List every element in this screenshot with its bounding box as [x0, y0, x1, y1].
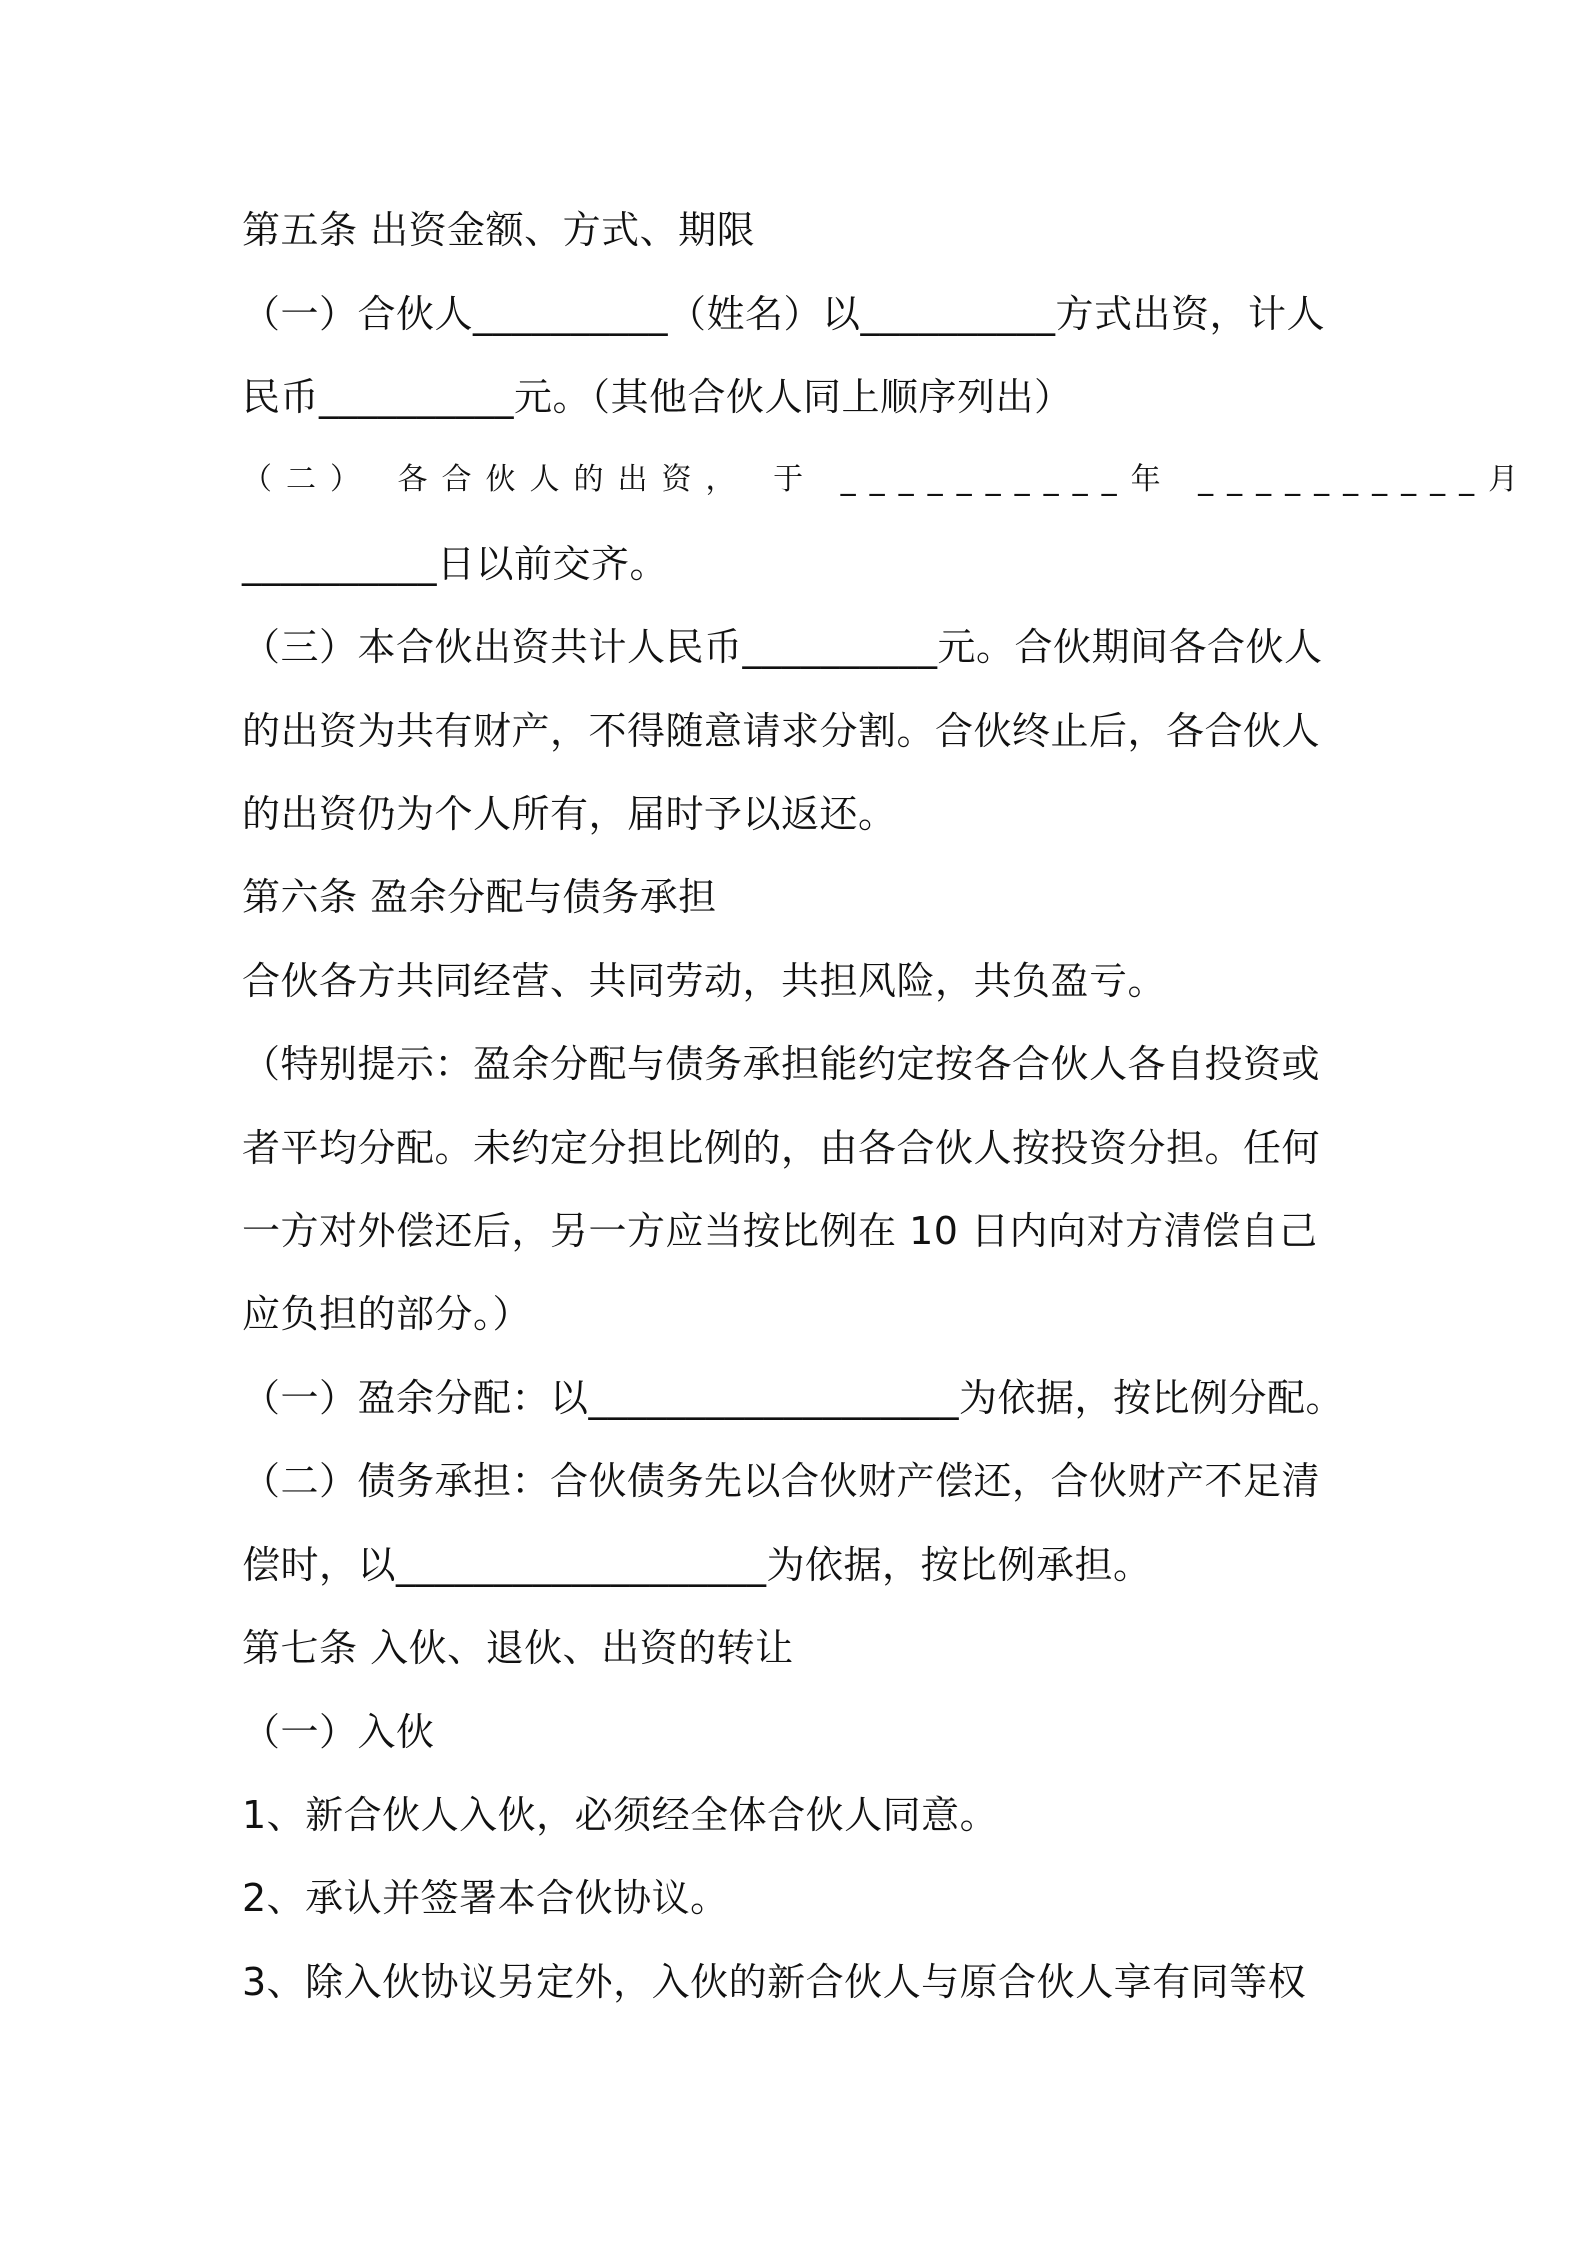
paragraph-line: （特别提示：盈余分配与债务承担能约定按各合伙人各自投资或 — [242, 1042, 1321, 1086]
paragraph-line: 合伙各方共同经营、共同劳动，共担风险，共负盈亏。 — [242, 959, 1167, 1003]
paragraph-line: 的出资仍为个人所有，届时予以返还。 — [242, 792, 897, 836]
paragraph-line: 民币__________元。（其他合伙人同上顺序列出） — [242, 375, 1073, 419]
paragraph-line: （二） 各合伙人的出资， 于 __________年 __________月 — [242, 462, 1533, 497]
paragraph-line: __________日以前交齐。 — [242, 542, 669, 586]
paragraph-line: （一）合伙人__________（姓名）以__________方式出资，计人 — [242, 292, 1326, 336]
list-item: 3、除入伙协议另定外，入伙的新合伙人与原合伙人享有同等权 — [242, 1960, 1307, 2004]
paragraph-line: 一方对外偿还后，另一方应当按比例在 10 日内向对方清偿自己 — [242, 1209, 1318, 1253]
article-5-heading: 第五条 出资金额、方式、期限 — [242, 208, 756, 252]
list-item: 2、承认并签署本合伙协议。 — [242, 1876, 729, 1920]
article-7-heading: 第七条 入伙、退伙、出资的转让 — [242, 1626, 794, 1670]
paragraph-line: （一）盈余分配：以___________________为依据，按比例分配。 — [242, 1376, 1345, 1420]
article-6-heading: 第六条 盈余分配与债务承担 — [242, 875, 717, 919]
paragraph-line: （三）本合伙出资共计人民币__________元。合伙期间各合伙人 — [242, 625, 1323, 669]
paragraph-line: 者平均分配。未约定分担比例的，由各合伙人按投资分担。任何 — [242, 1126, 1321, 1170]
paragraph-line: 的出资为共有财产，不得随意请求分割。合伙终止后，各合伙人 — [242, 709, 1321, 753]
list-item: 1、新合伙人入伙，必须经全体合伙人同意。 — [242, 1793, 999, 1837]
paragraph-line: 应负担的部分。） — [242, 1292, 532, 1336]
paragraph-line: 偿时，以___________________为依据，按比例承担。 — [242, 1543, 1152, 1587]
subsection-heading: （一）入伙 — [242, 1710, 435, 1754]
paragraph-line: （二）债务承担：合伙债务先以合伙财产偿还，合伙财产不足清 — [242, 1459, 1321, 1503]
